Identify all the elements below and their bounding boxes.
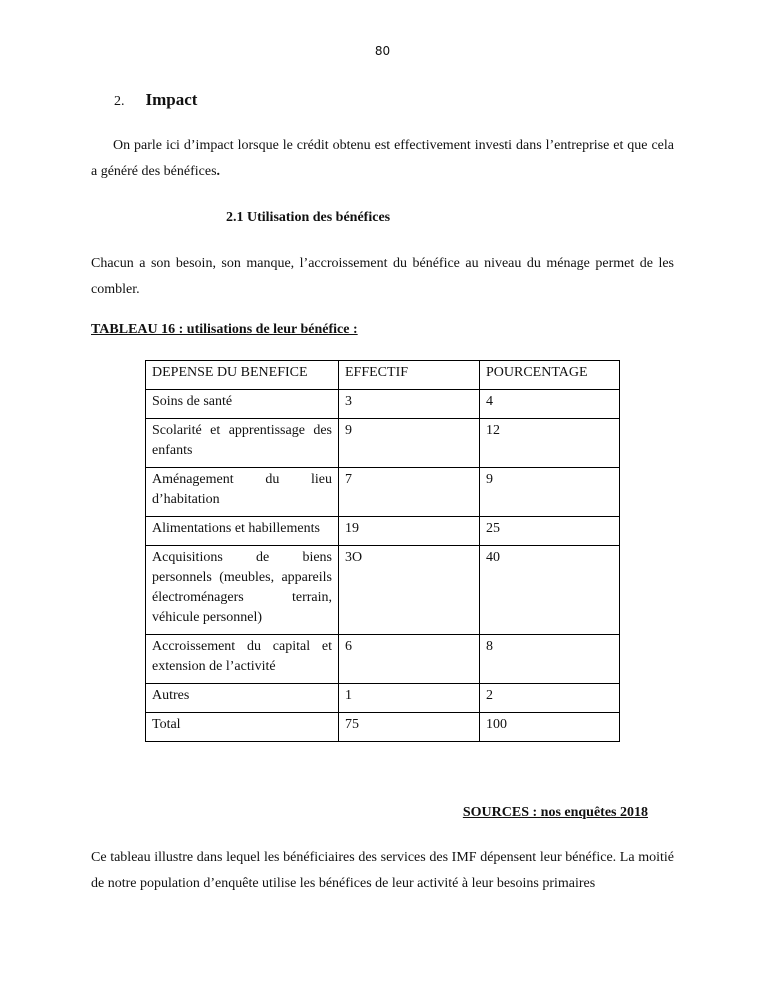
table-cell: 19 [339, 517, 480, 546]
table-cell: 9 [339, 419, 480, 468]
paragraph-impact [91, 133, 674, 185]
table-cell: 8 [480, 635, 620, 684]
table-cell: 2 [480, 684, 620, 713]
table-row [146, 419, 620, 468]
table-cell: Alimentations et habillements [146, 517, 339, 546]
paragraph-impact-end: . [216, 164, 221, 179]
sources-note: SOURCES : nos enquêtes 2018 [462, 805, 648, 820]
table-cell: 1 [339, 684, 480, 713]
section-heading [114, 90, 197, 110]
table-caption: TABLEAU 16 : utilisations de leur bénéfice : [91, 322, 358, 337]
table-cell: 12 [480, 419, 620, 468]
subheading: 2.1 Utilisation des bénéfices [226, 210, 391, 225]
table-cell: 7 [339, 468, 480, 517]
paragraph-impact-text: On parle ici d’impact lorsque le crédit obtenu est effectivement investi dans l’entreprise et que cela a généré des bénéfices [91, 138, 674, 179]
header-cell: POURCENTAGE [480, 361, 620, 390]
table-cell: Aménagement du lieu d’habitation [146, 468, 339, 517]
table-cell: 9 [480, 468, 620, 517]
table-cell: 75 [339, 713, 480, 742]
table-row [146, 390, 620, 419]
table-row [146, 684, 620, 713]
table-cell: Scolarité et apprentissage des enfants [146, 419, 339, 468]
benefit-usage-table [145, 360, 620, 742]
table-row [146, 468, 620, 517]
table-header-row [146, 361, 620, 390]
table-cell: Accroissement du capital et extension de l’activité [146, 635, 339, 684]
header-cell: DEPENSE DU BENEFICE [146, 361, 339, 390]
page-number: 80 [374, 44, 391, 58]
table-cell: Acquisitions de biens personnels (meubles, appareils électroménagers terrain, véhicule personnel) [146, 546, 339, 635]
table-row [146, 517, 620, 546]
section-number: 2. [114, 94, 125, 109]
table-row [146, 635, 620, 684]
table-cell: 100 [480, 713, 620, 742]
table-cell: 4 [480, 390, 620, 419]
table-row [146, 546, 620, 635]
table-cell: 40 [480, 546, 620, 635]
header-cell: EFFECTIF [339, 361, 480, 390]
table-cell: 3O [339, 546, 480, 635]
table-cell: 25 [480, 517, 620, 546]
table-row [146, 713, 620, 742]
table-cell: 6 [339, 635, 480, 684]
table-cell: Soins de santé [146, 390, 339, 419]
paragraph-needs: Chacun a son besoin, son manque, l’accroissement du bénéfice au niveau du ménage permet de les combler. [91, 256, 674, 297]
table-body [146, 361, 620, 742]
paragraph-analysis: Ce tableau illustre dans lequel les bénéficiaires des services des IMF dépensent leur bénéfice. La moitié de notre population d’enquête utilise les bénéfices de leur activité à leur besoins primaires [91, 850, 674, 891]
table-cell: 3 [339, 390, 480, 419]
section-title: Impact [145, 90, 198, 109]
table-cell: Autres [146, 684, 339, 713]
table-cell: Total [146, 713, 339, 742]
